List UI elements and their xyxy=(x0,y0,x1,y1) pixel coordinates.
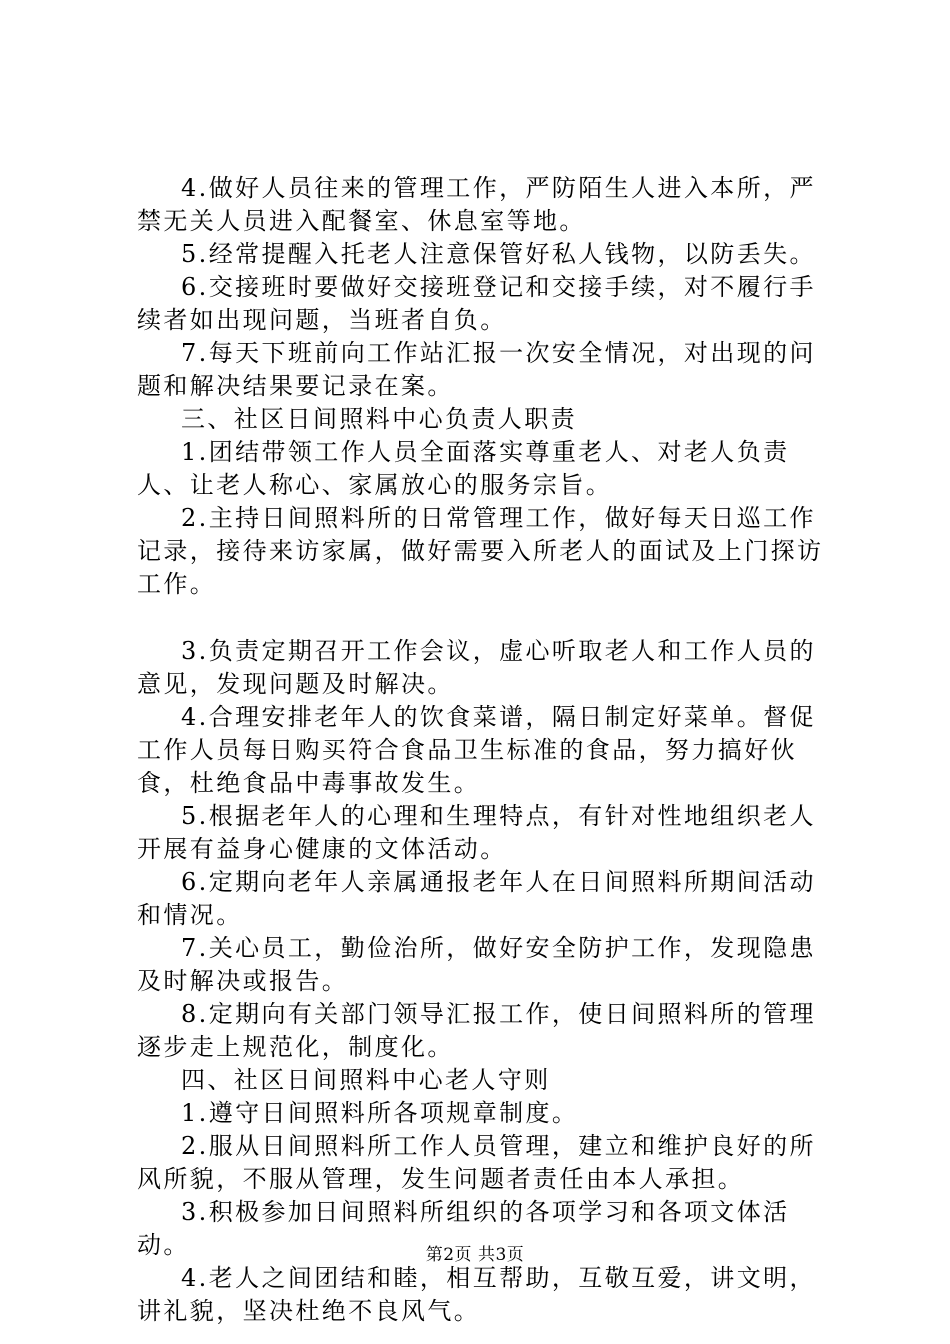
paragraph-work-meetings: 3.负责定期召开工作会议，虚心听取老人和工作人员的意见，发现问题及时解决。 xyxy=(137,637,816,698)
page-number-footer: 第2页 共3页 xyxy=(425,1245,525,1265)
document-body xyxy=(137,172,837,1328)
paragraph-harmony: 4.老人之间团结和睦，相互帮助，互敬互爱，讲文明，讲礼貌，坚决杜绝不良风气。 xyxy=(137,1264,816,1325)
paragraph-staff-care: 7.关心员工，勤俭治所，做好安全防护工作，发现隐患及时解决或报告。 xyxy=(137,934,816,995)
paragraph-follow-rules: 1.遵守日间照料所各项规章制度。 xyxy=(181,1099,579,1127)
paragraph-service-purpose: 1.团结带领工作人员全面落实尊重老人、对老人负责人、让老人称心、家属放心的服务宗旨。 xyxy=(137,438,790,499)
paragraph-daily-management: 2.主持日间照料所的日常管理工作，做好每天日巡工作记录，接待来访家属，做好需要入所老人的面试及上门探访工作。 xyxy=(137,504,824,598)
paragraph-report-to-leadership: 8.定期向有关部门领导汇报工作，使日间照料所的管理逐步走上规范化，制度化。 xyxy=(137,1000,816,1061)
paragraph-belongings-reminder: 5.经常提醒入托老人注意保管好私人钱物，以防丢失。 xyxy=(181,240,816,268)
paragraph-visitor-management: 4.做好人员往来的管理工作，严防陌生人进入本所，严禁无关人员进入配餐室、休息室等地。 xyxy=(137,174,816,235)
paragraph-menu-planning: 4.合理安排老年人的饮食菜谱，隔日制定好菜单。督促工作人员每日购买符合食品卫生标准的食品，努力搞好伙食，杜绝食品中毒事故发生。 xyxy=(137,703,816,797)
paragraph-obey-management: 2.服从日间照料所工作人员管理，建立和维护良好的所风所貌，不服从管理，发生问题者责任由本人承担。 xyxy=(137,1132,816,1193)
paragraph-cultural-activities: 5.根据老年人的心理和生理特点，有针对性地组织老人开展有益身心健康的文体活动。 xyxy=(137,802,816,863)
section-heading-elderly-rules: 四、社区日间照料中心老人守则 xyxy=(181,1066,551,1094)
paragraph-family-notification: 6.定期向老年人亲属通报老年人在日间照料所期间活动和情况。 xyxy=(137,868,816,929)
paragraph-daily-safety-report: 7.每天下班前向工作站汇报一次安全情况，对出现的问题和解决结果要记录在案。 xyxy=(137,339,816,400)
section-heading-director-duties: 三、社区日间照料中心负责人职责 xyxy=(181,405,577,433)
paragraph-shift-handover: 6.交接班时要做好交接班登记和交接手续，对不履行手续者如出现问题，当班者自负。 xyxy=(137,273,816,334)
paragraph-join-activities: 3.积极参加日间照料所组织的各项学习和各项文体活动。 xyxy=(137,1198,790,1259)
paragraph-gap xyxy=(137,601,837,635)
